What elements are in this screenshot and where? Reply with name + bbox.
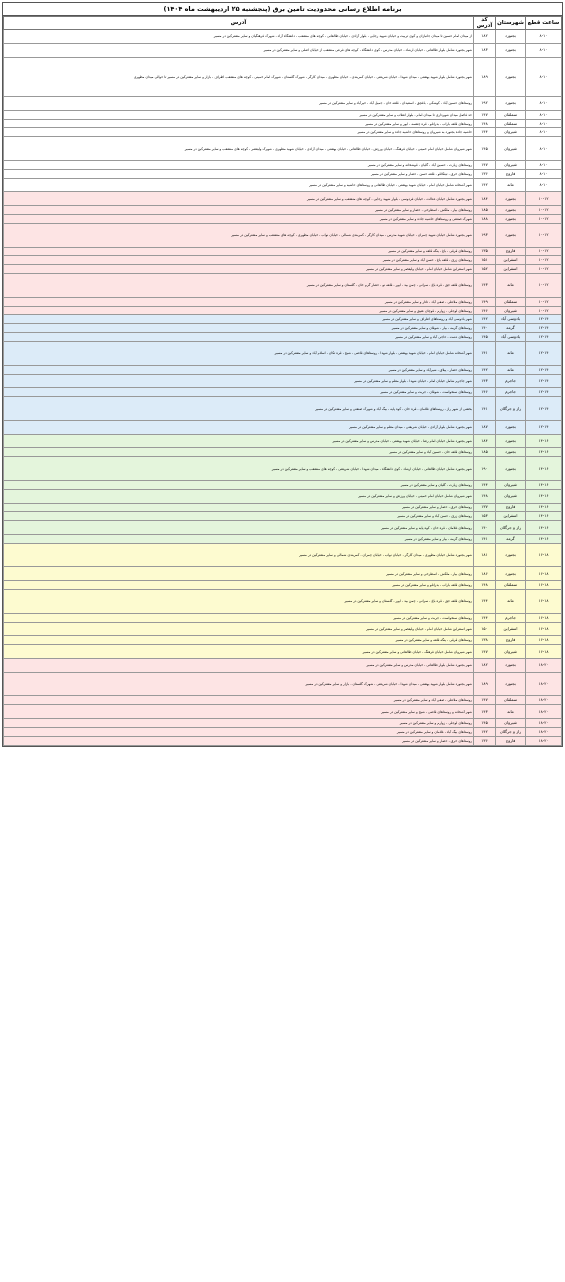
cell-city: بجنورد [496,457,526,481]
cell-address: شهر بجنورد شامل خیابان طالقانی ، خیابان ارشاد ، کوی دانشگاه ، میدان شهدا ، خیابان شریعتی ، کوچه های منشعب و سایر مشترکین در مسیر [4,457,474,481]
cell-time: ۱۲-۱۴ [526,365,562,374]
cell-address: بخشی از شهر راز ، روستاهای غلامان ، قره خان ، کوه پایه ، بیگ آباد و شهرک صنعتی و سایر مشترکین در مسیر [4,397,474,421]
cell-city: شیروان [496,306,526,315]
cell-code: ۱۴۸ [474,581,496,590]
cell-city: راز و جرگلان [496,727,526,736]
cell-city: شیروان [496,137,526,161]
table-body [4,30,562,746]
cell-time: ۱۲-۱۴ [526,315,562,324]
cell-time: ۸-۱۰ [526,119,562,128]
table-row [4,613,562,622]
table-row [4,169,562,178]
cell-code: ۱۳۷ [474,503,496,512]
cell-time: ۸-۱۰ [526,57,562,96]
cell-time: ۱۰-۱۲ [526,223,562,247]
table-row [4,705,562,719]
cell-address: شهرک صنعتی و روستاهای حاشیه جاده و سایر مشترکین در مسیر [4,215,474,224]
cell-time: ۱۰-۱۲ [526,192,562,206]
cell-city: جاجرم [496,388,526,397]
cell-address: شهر آشخانه شامل خیابان امام ، خیابان شهید بهشتی ، خیابان طالقانی و روستاهای حاشیه و سایر مشترکین در مسیر [4,178,474,192]
table-row [4,57,562,96]
table-row [4,324,562,333]
cell-code: ۱۴۳ [474,274,496,298]
cell-time: ۱۸-۲۰ [526,727,562,736]
table-row [4,110,562,119]
table-row [4,590,562,614]
cell-city: سملقان [496,119,526,128]
table-row [4,672,562,696]
cell-code: ۱۳۸ [474,636,496,645]
cell-address: شهر شیروان شامل خیابان امام خمینی ، خیابان فرهنگ ، خیابان ورزش ، خیابان طالقانی ، خیابان بهشتی ، میدان آزادی ، خیابان شهید مطهری ، شهرک ولیعصر ، کوچه های منشعب و سایر مشترکین در مسیر [4,137,474,161]
cell-city: بجنورد [496,43,526,57]
table-row [4,636,562,645]
table-row [4,512,562,521]
cell-address: روستاهای سنخواست ، شوقان ، جربت و سایر مشترکین در مسیر [4,388,474,397]
table-row [4,645,562,659]
cell-address: روستاهای قلعه جق ، قره باغ ، سرانی ، چمن بید ، ایور ، گلستان و سایر مشترکین در مسیر [4,590,474,614]
cell-address: شهر بجنورد شامل خیابان عدالت ، خیابان فردوسی ، بلوار شهید رجایی ، کوچه های منشعب و سایر مشترکین در مسیر [4,192,474,206]
cell-city: مانه [496,342,526,366]
cell-address: شهر جاجرم شامل خیابان امام ، خیابان شهدا ، بلوار معلم و سایر مشترکین در مسیر [4,374,474,388]
cell-city: راز و جرگلان [496,397,526,421]
cell-code: ۱۴۷ [474,696,496,705]
cell-code: ۱۵۳ [474,512,496,521]
cell-time: ۱۰-۱۲ [526,215,562,224]
cell-time: ۱۸-۲۰ [526,659,562,673]
cell-time: ۱۰-۱۲ [526,274,562,298]
table-row [4,342,562,366]
cell-code: ۱۸۶ [474,567,496,581]
cell-code: ۱۴۲ [474,727,496,736]
cell-code: ۱۸۴ [474,434,496,448]
cell-code: ۱۴۲ [474,178,496,192]
cell-code: ۱۹۲ [474,96,496,110]
cell-address: روستاهای خرق ، تیتکانلو ، قلعه حسن ، حصار و سایر مشترکین در مسیر [4,169,474,178]
table-row [4,622,562,636]
table-row [4,581,562,590]
cell-address: روستاهای زرق ، قلعه باغ ، حسن آباد و سایر مشترکین در مسیر [4,256,474,265]
cell-code: ۱۴۴ [474,590,496,614]
cell-city: بجنورد [496,434,526,448]
cell-code: ۱۸۲ [474,30,496,44]
cell-address: روستاهای زیارت ، حسین آباد ، گلیان ، قوشخانه و سایر مشترکین در مسیر [4,160,474,169]
cell-code: ۱۹۰ [474,457,496,481]
cell-address: حد فاصل میدان شهرداری تا میدان امام ، بلوار انقلاب و سایر مشترکین در مسیر [4,110,474,119]
cell-time: ۸-۱۰ [526,30,562,44]
cell-address: روستاهای قلعه خان ، حسین آباد و سایر مشترکین در مسیر [4,448,474,457]
cell-time: ۱۶-۱۸ [526,613,562,622]
cell-city: سملقان [496,696,526,705]
table-row [4,206,562,215]
cell-time: ۸-۱۰ [526,160,562,169]
table-row [4,365,562,374]
cell-city: گرمه [496,324,526,333]
cell-code: ۱۸۵ [474,448,496,457]
cell-time: ۱۶-۱۸ [526,581,562,590]
cell-city: سملقان [496,110,526,119]
cell-address: روستاهای قلعه باراب ، بدرانلو و سایر مشترکین در مسیر [4,581,474,590]
cell-time: ۱۴-۱۶ [526,535,562,544]
cell-address: روستاهای لوجلی ، زوارم و سایر مشترکین در مسیر [4,719,474,728]
cell-city: بادوسی آباد [496,333,526,342]
cell-city: فاروج [496,247,526,256]
cell-time: ۱۸-۲۰ [526,696,562,705]
cell-code: ۱۴۷ [474,110,496,119]
cell-code: ۱۴۸ [474,119,496,128]
table-row [4,119,562,128]
table-row [4,521,562,535]
cell-address: روستاهای زرق ، حسن آباد و سایر مشترکین در مسیر [4,512,474,521]
cell-code: ۱۴۵ [474,137,496,161]
cell-city: بجنورد [496,206,526,215]
cell-address: شهر شیروان شامل خیابان امام خمینی ، خیابان ورزش و سایر مشترکین در مسیر [4,489,474,503]
table-row [4,223,562,247]
cell-city: بجنورد [496,96,526,110]
table-row [4,96,562,110]
cell-address: روستاهای قلعه باراب ، بدرانلو ، قره چشمه ، ایور و سایر مشترکین در مسیر [4,119,474,128]
cell-code: ۱۸۱ [474,543,496,567]
cell-time: ۱۲-۱۴ [526,324,562,333]
cell-address: روستاهای زیارت ، گلیان و سایر مشترکین در مسیر [4,480,474,489]
cell-time: ۱۲-۱۴ [526,374,562,388]
table-row [4,543,562,567]
cell-address: شهر بجنورد شامل خیابان مطهری ، میدان کارگر ، خیابان نواب ، خیابان چمران ، کمربندی شمالی و سایر مشترکین در مسیر [4,543,474,567]
table-row [4,315,562,324]
table-row [4,160,562,169]
table-row [4,215,562,224]
cell-time: ۱۸-۲۰ [526,719,562,728]
cell-code: ۱۸۵ [474,206,496,215]
cell-address: شهر اسفراین شامل خیابان امام ، خیابان ولیعصر و سایر مشترکین در مسیر [4,622,474,636]
cell-time: ۸-۱۰ [526,178,562,192]
cell-address: شهر بجنورد شامل بلوار شهید بهشتی ، میدان شهدا ، خیابان شریعتی ، شهرک گلستان ، بازار و سایر مشترکین در مسیر [4,672,474,696]
table-row [4,489,562,503]
cell-code: ۱۴۲ [474,365,496,374]
cell-city: جاجرم [496,374,526,388]
cell-address: شهر بادوسی آباد و روستاهای اطراف و سایر مشترکین در مسیر [4,315,474,324]
cell-city: اسفراین [496,265,526,274]
table-row [4,420,562,434]
cell-code: ۱۴۲ [474,315,496,324]
table-row [4,535,562,544]
cell-code: ۱۴۷ [474,160,496,169]
cell-city: بجنورد [496,215,526,224]
cell-city: بجنورد [496,448,526,457]
table-row [4,306,562,315]
cell-address: روستاهای بیگ آباد ، غلامان و سایر مشترکین در مسیر [4,727,474,736]
cell-time: ۸-۱۰ [526,110,562,119]
cell-time: ۱۶-۱۸ [526,622,562,636]
table-row [4,567,562,581]
cell-code: ۱۴۵ [474,333,496,342]
cell-city: شیروان [496,489,526,503]
cell-time: ۱۲-۱۴ [526,388,562,397]
cell-time: ۱۶-۱۸ [526,645,562,659]
table-row [4,503,562,512]
cell-address: روستاهای قلعه جق ، قره باغ ، سرانی ، چمن بید ، ایور ، قلعه نو ، حصار گرم خان ، گلستان و سایر مشترکین در مسیر [4,274,474,298]
cell-city: شیروان [496,719,526,728]
cell-address: شهر اسفراین شامل خیابان امام ، خیابان ولیعصر و سایر مشترکین در مسیر [4,265,474,274]
cell-city: بجنورد [496,672,526,696]
cell-city: بجنورد [496,567,526,581]
cell-address: شهر بجنورد شامل خیابان شهید چمران ، خیابان شهید مدرس ، میدان کارگر ، کمربندی شمالی ، خیابان نواب ، خیابان مطهری ، کوچه های منشعب و سایر مشترکین در مسیر [4,223,474,247]
header-city: شهرستان [496,17,526,30]
table-row [4,297,562,306]
cell-address: روستاهای قرقی ، ینگه قلعه و سایر مشترکین در مسیر [4,636,474,645]
cell-city: بجنورد [496,192,526,206]
cell-address: روستاهای بیار ، ملکش ، اسطرخی و سایر مشترکین در مسیر [4,567,474,581]
cell-time: ۱۴-۱۶ [526,512,562,521]
table-row [4,374,562,388]
cell-code: ۱۵۰ [474,622,496,636]
table-row [4,137,562,161]
cell-time: ۱۸-۲۰ [526,736,562,745]
table-row [4,388,562,397]
cell-time: ۱۰-۱۲ [526,256,562,265]
cell-city: بادوسی آباد [496,315,526,324]
cell-city: بجنورد [496,57,526,96]
cell-time: ۱۴-۱۶ [526,434,562,448]
cell-time: ۱۴-۱۶ [526,448,562,457]
cell-address: روستاهای دشت ، حاجی آباد و سایر مشترکین در مسیر [4,333,474,342]
table-row [4,43,562,57]
cell-address: روستاهای خرق ، حصار و سایر مشترکین در مسیر [4,503,474,512]
table-row [4,736,562,745]
cell-code: ۱۴۴ [474,128,496,137]
table-row [4,256,562,265]
cell-city: بجنورد [496,30,526,44]
cell-address: شهر بجنورد شامل بلوار شهید بهشتی ، میدان شهدا ، خیابان شریعتی ، خیابان کمربندی ، خیابان مطهری ، میدان کارگر ، شهرک گلستان ، شهرک امام خمینی ، کوچه های منشعب اطراف ، بازار و سایر مشترکین در مسیر تا حوالی میدان مطهری [4,57,474,96]
cell-code: ۱۴۰ [474,521,496,535]
cell-address: روستاهای حصار ، ییلاق ، شیرآباد و سایر مشترکین در مسیر [4,365,474,374]
table-row [4,178,562,192]
cell-code: ۱۴۱ [474,397,496,421]
cell-code: ۱۹۳ [474,223,496,247]
table-row [4,727,562,736]
table-row [4,333,562,342]
cell-code: ۱۳۵ [474,247,496,256]
cell-city: فاروج [496,503,526,512]
cell-city: سملقان [496,297,526,306]
cell-code: ۱۸۹ [474,672,496,696]
cell-city: سملقان [496,581,526,590]
cell-city: اسفراین [496,622,526,636]
cell-code: ۱۴۵ [474,719,496,728]
cell-time: ۱۸-۲۰ [526,672,562,696]
cell-city: مانه [496,705,526,719]
cell-time: ۱۴-۱۶ [526,503,562,512]
cell-city: بجنورد [496,223,526,247]
cell-code: ۱۸۷ [474,420,496,434]
cell-address: روستاهای غلامان ، قره خان ، کوه پایه و سایر مشترکین در مسیر [4,521,474,535]
cell-code: ۱۸۸ [474,215,496,224]
cell-city: مانه [496,590,526,614]
cell-time: ۱۴-۱۶ [526,457,562,481]
cell-time: ۱۲-۱۴ [526,420,562,434]
header-address: آدرس [4,17,474,30]
cell-city: فاروج [496,169,526,178]
cell-city: جاجرم [496,613,526,622]
cell-code: ۱۸۳ [474,43,496,57]
cell-code: ۱۴۷ [474,645,496,659]
cell-time: ۱۴-۱۶ [526,480,562,489]
table-row [4,719,562,728]
cell-city: مانه [496,365,526,374]
cell-time: ۱۰-۱۲ [526,206,562,215]
cell-time: ۸-۱۰ [526,137,562,161]
cell-address: روستاهای لوجلی ، زوارم ، قوچان عتیق و سایر مشترکین در مسیر [4,306,474,315]
cell-time: ۸-۱۰ [526,169,562,178]
cell-time: ۸-۱۰ [526,128,562,137]
cell-address: از میدان امام حسین تا میدان جانبازان و کوی تربیت و خیابان شهید رجایی ، بلوار آزادی ، خیابان طالقانی ، کوچه های منشعب ، دانشگاه آزاد ، شهرک فرهنگیان و سایر مشترکین در مسیر [4,30,474,44]
cell-address: شهر آشخانه و روستاهای قاضی ، شیخ و سایر مشترکین در مسیر [4,705,474,719]
cell-code: ۱۸۹ [474,57,496,96]
cell-city: شیروان [496,480,526,489]
cell-code: ۱۳۶ [474,169,496,178]
table-header-row [4,17,562,30]
cell-city: بجنورد [496,659,526,673]
header-code: کد آدرس [474,17,496,30]
cell-address: شهر شیروان شامل خیابان فرهنگ ، خیابان طالقانی و سایر مشترکین در مسیر [4,645,474,659]
cell-time: ۱۴-۱۶ [526,521,562,535]
table-row [4,192,562,206]
cell-city: شیروان [496,645,526,659]
cell-address: شهر بجنورد شامل بلوار طالقانی ، خیابان ارشاد ، خیابان مدرس ، کوی دانشگاه ، کوچه های فرعی منشعب از خیابان اصلی و سایر مشترکین در مسیر [4,43,474,57]
cell-city: مانه [496,178,526,192]
cell-code: ۱۵۲ [474,265,496,274]
cell-time: ۱۰-۱۲ [526,297,562,306]
cell-time: ۸-۱۰ [526,43,562,57]
cell-city: مانه [496,274,526,298]
cell-address: روستاهای ملاعلی ، صفی آباد ، تاتار و سایر مشترکین در مسیر [4,297,474,306]
table-row [4,274,562,298]
table-row [4,480,562,489]
cell-time: ۱۲-۱۴ [526,397,562,421]
cell-time: ۸-۱۰ [526,96,562,110]
cell-code: ۱۴۱ [474,535,496,544]
cell-time: ۱۶-۱۸ [526,567,562,581]
cell-code: ۱۴۶ [474,388,496,397]
table-row [4,247,562,256]
table-row [4,30,562,44]
cell-city: شیروان [496,128,526,137]
cell-address: روستاهای خرق ، حصار و سایر مشترکین در مسیر [4,736,474,745]
cell-time: ۱۶-۱۸ [526,590,562,614]
cell-address: شهر آشخانه شامل خیابان امام ، خیابان شهید بهشتی ، بلوار شهدا ، روستاهای قاضی ، شیخ ، قره تکان ، اسلام آباد و سایر مشترکین در مسیر [4,342,474,366]
cell-code: ۱۴۳ [474,374,496,388]
cell-time: ۱۶-۱۸ [526,543,562,567]
cell-code: ۱۳۶ [474,736,496,745]
cell-address: روستاهای گرمه ، بیار ، شوقان و سایر مشترکین در مسیر [4,324,474,333]
cell-city: گرمه [496,535,526,544]
cell-code: ۱۸۴ [474,192,496,206]
cell-time: ۱۰-۱۲ [526,306,562,315]
outage-table [3,16,562,746]
cell-time: ۱۲-۱۴ [526,333,562,342]
cell-address: شهر بجنورد شامل بلوار آزادی ، خیابان شریعتی ، میدان معلم و سایر مشترکین در مسیر [4,420,474,434]
table-row [4,265,562,274]
cell-address: حاشیه جاده بجنورد به شیروان و روستاهای حاشیه جاده و سایر مشترکین در مسیر [4,128,474,137]
cell-city: اسفراین [496,256,526,265]
cell-address: روستاهای ملاعلی ، صفی آباد و سایر مشترکین در مسیر [4,696,474,705]
table-row [4,434,562,448]
cell-address: روستاهای سنخواست ، جربت و سایر مشترکین در مسیر [4,613,474,622]
cell-address: شهر بجنورد شامل خیابان امام رضا ، خیابان شهید بهشتی ، خیابان مدرس و سایر مشترکین در مسیر [4,434,474,448]
cell-time: ۱۲-۱۴ [526,342,562,366]
cell-address: روستاهای قرقی ، باغ ، ینگه قلعه و سایر مشترکین در مسیر [4,247,474,256]
table-row [4,397,562,421]
cell-city: فاروج [496,636,526,645]
cell-address: روستاهای حسین آباد ، کوشکی ، باغچق ، اسفیدان ، قلعه خان ، جمیل آباد ، خیرآباد و سایر مشترکین در مسیر [4,96,474,110]
table-row [4,696,562,705]
cell-time: ۱۶-۱۸ [526,636,562,645]
cell-city: اسفراین [496,512,526,521]
cell-code: ۱۴۴ [474,480,496,489]
cell-address: روستاهای گرمه ، بیار و سایر مشترکین در مسیر [4,535,474,544]
cell-time: ۱۰-۱۲ [526,265,562,274]
cell-code: ۱۴۸ [474,489,496,503]
outage-schedule-document [2,2,563,747]
cell-code: ۱۵۱ [474,256,496,265]
table-row [4,457,562,481]
header-time: ساعت قطع [526,17,562,30]
cell-code: ۱۴۱ [474,342,496,366]
cell-code: ۱۴۰ [474,324,496,333]
cell-city: شیروان [496,160,526,169]
cell-code: ۱۸۲ [474,659,496,673]
table-row [4,659,562,673]
cell-code: ۱۴۴ [474,613,496,622]
cell-code: ۱۴۶ [474,306,496,315]
cell-city: فاروج [496,736,526,745]
cell-city: بجنورد [496,420,526,434]
cell-time: ۱۰-۱۲ [526,247,562,256]
cell-code: ۱۴۹ [474,297,496,306]
table-row [4,128,562,137]
cell-code: ۱۴۳ [474,705,496,719]
table-row [4,448,562,457]
cell-address: روستاهای بیار ، ملکش ، اسطرخی ، حصار و سایر مشترکین در مسیر [4,206,474,215]
cell-time: ۱۸-۲۰ [526,705,562,719]
cell-city: راز و جرگلان [496,521,526,535]
cell-address: شهر بجنورد شامل بلوار طالقانی ، خیابان مدرس و سایر مشترکین در مسیر [4,659,474,673]
cell-time: ۱۴-۱۶ [526,489,562,503]
document-title: برنامه اطلاع رسانی محدودیت تامین برق (پنجشنبه ۲۵ اردیبهشت ماه ۱۴۰۴) [3,3,562,16]
cell-city: بجنورد [496,543,526,567]
